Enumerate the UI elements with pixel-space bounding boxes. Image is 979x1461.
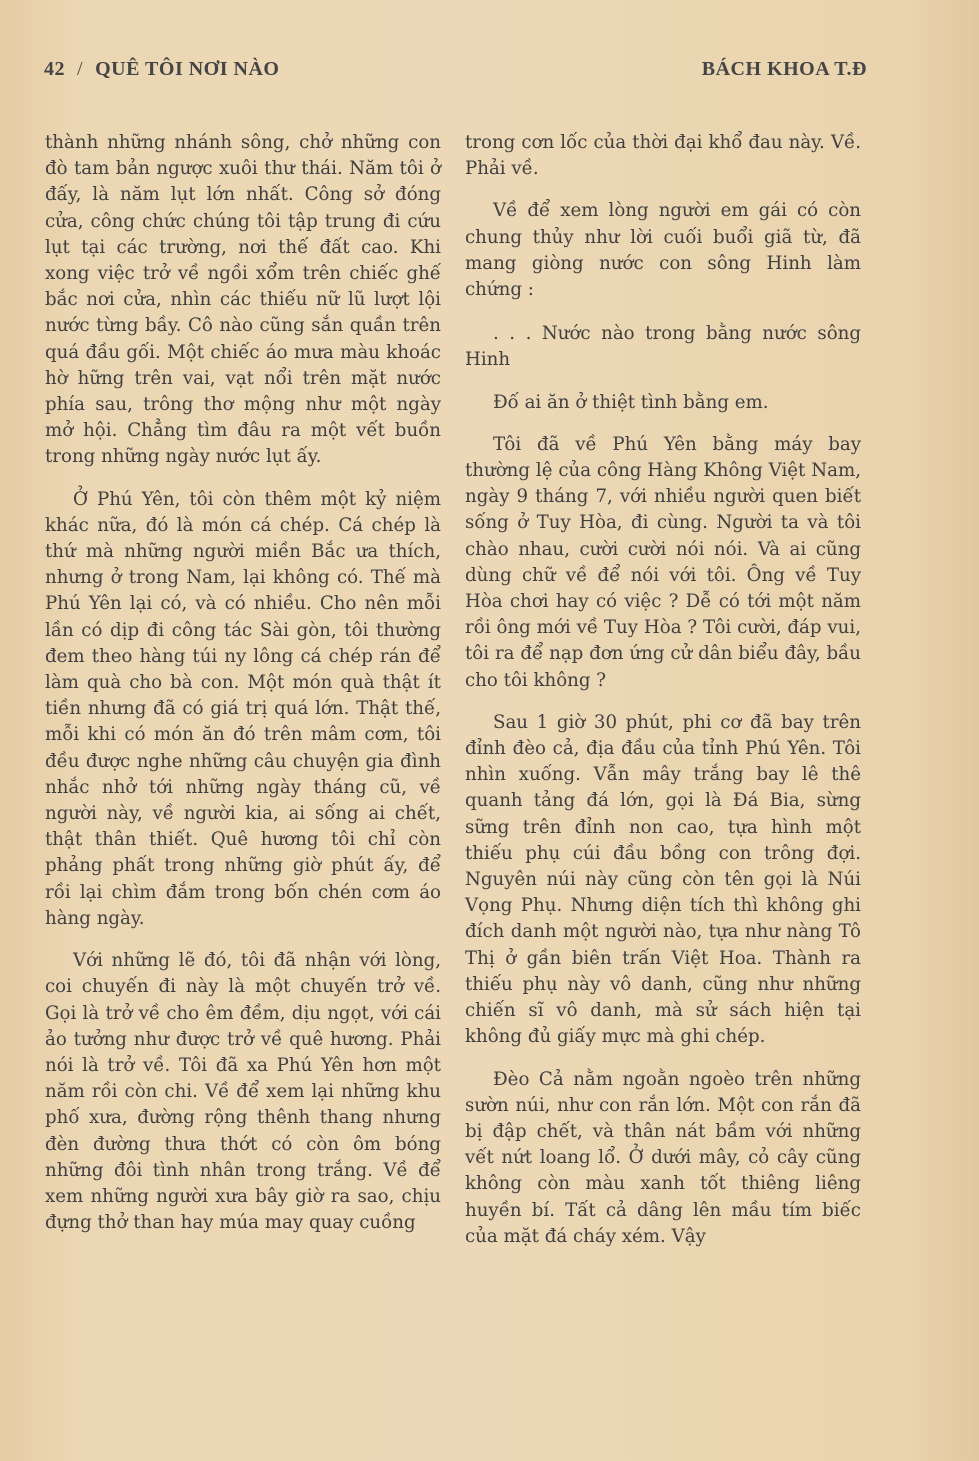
verse-line: . . . Nước nào trong bằng nước sông Hinh — [465, 323, 861, 371]
header-separator: / — [77, 58, 84, 80]
magazine-name: BÁCH KHOA T.Đ — [701, 58, 867, 80]
paragraph: Tôi đã về Phú Yên bằng máy bay thường lệ của công Hàng Không Việt Nam, ngày 9 tháng 7, với nhiều người quen biết sống ở Tuy Hòa, đi cùng. Người ta và tôi chào nhau, cười cười nói nói. Và ai cũng dùng chữ về để nói với tôi. Ông về Tuy Hòa chơi hay có việc ? Dễ có tới một năm rồi ông mới về Tuy Hòa ? Tôi cười, đáp vui, tôi ra để nạp đơn ứng cử dân biểu đây, bầu cho tôi không ? — [465, 433, 861, 691]
paragraph: Sau 1 giờ 30 phút, phi cơ đã bay trên đỉnh đèo cả, địa đầu của tỉnh Phú Yên. Tôi nhìn xuống. Vẫn mây trắng bay lê thê quanh tảng đá lớn, gọi là Đá Bia, sừng sững trên đỉnh non cao, tựa hình một thiếu phụ cúi đầu bồng con trông đợi. Nguyên núi này cũng còn tên gọi là Núi Vọng Phụ. Nhưng diện tích thì không ghi đích danh một người nào, tựa như nàng Tô Thị ở gần biên trấn Việt Hoa. Thành ra thiếu phụ này vô danh, cũng như những chiến sĩ vô danh, mà sử sách hiện tại không đủ giấy mực mà ghi chép. — [465, 711, 861, 1048]
header-left — [44, 58, 279, 81]
paragraph: Đèo Cả nằm ngoằn ngoèo trên những sườn núi, như con rắn lớn. Một con rắn đã bị đập chết, và thân nát bầm với những vết nứt loang lổ. Ở dưới mây, cỏ cây cũng không còn màu xanh tốt thiêng liêng huyền bí. Tất cả dâng lên mầu tím biếc của mặt đá cháy xém. Vậy — [465, 1068, 861, 1247]
paragraph: trong cơn lốc của thời đại khổ đau này. Về. Phải về. — [465, 132, 861, 180]
paragraph: Ở Phú Yên, tôi còn thêm một kỷ niệm khác nữa, đó là món cá chép. Cá chép là thứ mà những người miền Bắc ưa thích, nhưng ở trong Nam, lại không có. Thế mà Phú Yên lại có, và có nhiều. Cho nên mỗi lần có dịp đi công tác Sài gòn, tôi thường đem theo hàng túi ny lông cá chép rán để làm quà cho bà con. Một món quà thật ít tiền nhưng đã có giá trị quá lớn. Thật thế, mỗi khi có món ăn đó trên mâm cơm, tôi đều được nghe những câu chuyện gia đình nhắc nhở tới những ngày tháng cũ, về người này, về người kia, ai sống ai chết, thật thân thiết. Quê hương tôi chỉ còn phảng phất trong những giờ phút ấy, để rồi lại chìm đắm trong bốn chén cơm áo hàng ngày. — [45, 488, 441, 929]
paragraph: thành những nhánh sông, chở những con đò tam bản ngược xuôi thư thái. Năm tôi ở đấy, là năm lụt lớn nhất. Công sở đóng cửa, công chức chúng tôi tập trung đi cứu lụt tại các trường, nơi thế đất cao. Khi xong việc trở về ngồi xổm trên chiếc ghế bắc nơi cửa, nhìn các thiếu nữ lũ lượt lội nước từng bầy. Cô nào cũng sắn quần trên quá đầu gối. Một chiếc áo mưa màu khoác hờ hững trên vai, vạt nổi trên mặt nước phía sau, trông thơ mộng như một ngày mở hội. Chẳng tìm đâu ra một vết buồn trong những ngày nước lụt ấy. — [45, 132, 441, 468]
page-header — [44, 58, 867, 88]
paragraph: Với những lẽ đó, tôi đã nhận với lòng, coi chuyến đi này là một chuyến trở về. Gọi là trở về cho êm đềm, dịu ngọt, với cái ảo tưởng như được trở về quê hương. Phải nói là trở về. Tôi đã xa Phú Yên hơn một năm rồi còn chi. Về để xem lại những khu phố xưa, đường rộng thênh thang nhưng đèn đường thưa thớt có còn ôm bóng những đôi tình nhân trong trắng. Về để xem những người xưa bây giờ ra sao, chịu đựng thở than hay múa may quay cuồng — [45, 950, 441, 1234]
article-title: QUÊ TÔI NƠI NÀO — [95, 58, 280, 80]
left-column — [45, 130, 441, 1236]
page-number: 42 — [44, 58, 65, 80]
paragraph: Về để xem lòng người em gái có còn chung thủy như lời cuối buổi giã từ, đã mang giòng nước con sông Hinh làm chứng : — [465, 200, 861, 301]
verse-line: Đố ai ăn ở thiệt tình bằng em. — [493, 391, 769, 413]
right-column — [465, 130, 861, 1250]
